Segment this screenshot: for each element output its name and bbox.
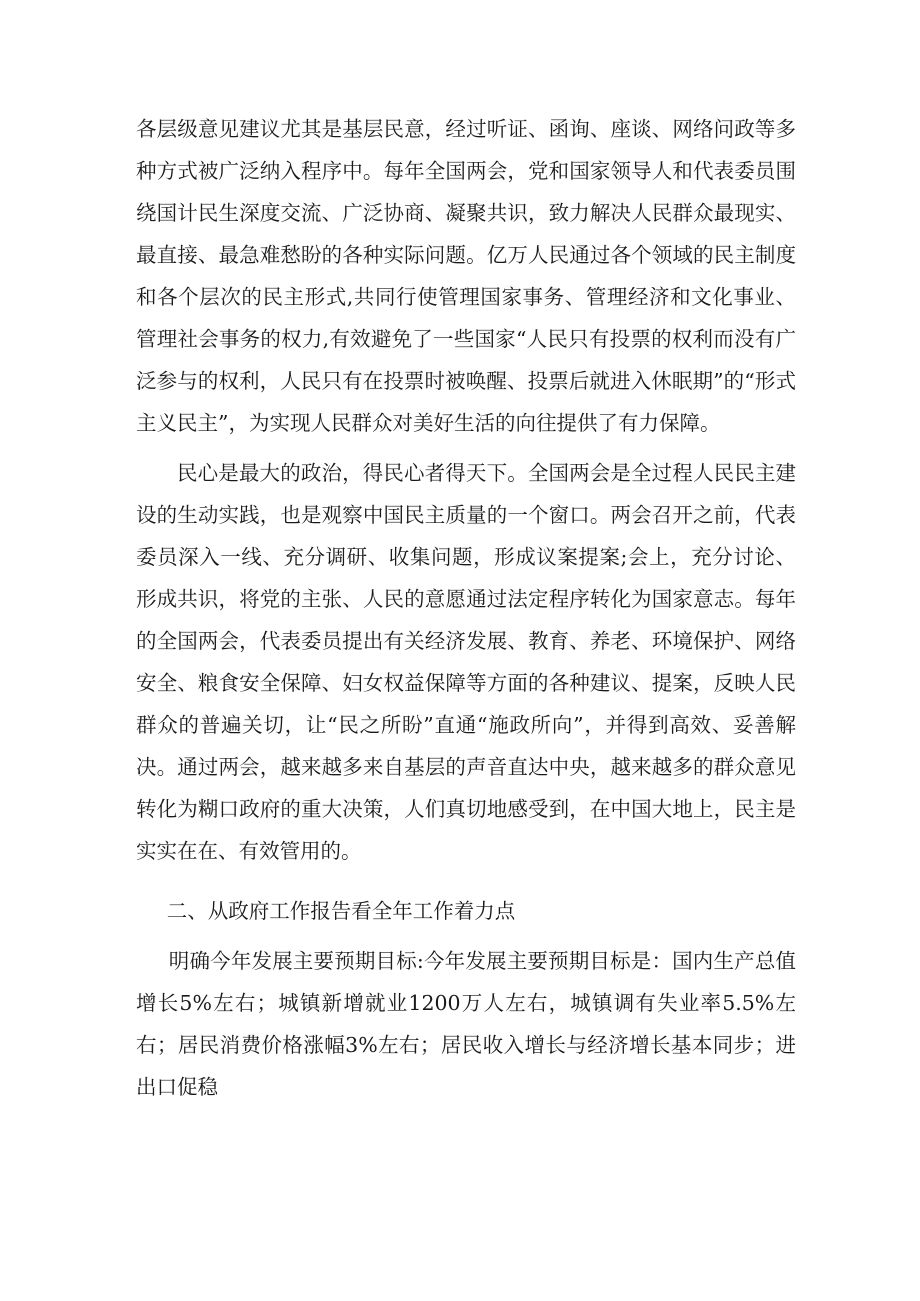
paragraph-1: 各层级意见建议尤其是基层民意，经过听证、函询、座谈、网络问政等多种方式被广泛纳入程序中。每年全国两会，党和国家领导人和代表委员围绕国计民生深度交流、广泛协商、凝聚共识，致力解决人民群众最现实、最直接、最急难愁盼的各种实际问题。亿万人民通过各个领域的民主制度和各个层次的民主形式,共同行使管理国家事务、管理经济和文化事业、管理社会事务的权力,有效避免了一些国家“人民只有投票的权利而没有广泛参与的权利，人民只有在投票时被唤醒、投票后就进入休眠期”的“形式主义民主”，为实现人民群众对美好生活的向往提供了有力保障。 [136,117,796,435]
section-heading: 二、从政府工作报告看全年工作着力点 [166,899,516,923]
paragraph-2: 民心是最大的政治，得民心者得天下。全国两会是全过程人民民主建设的生动实践，也是观察中国民主质量的一个窗口。两会召开之前，代表委员深入一线、充分调研、收集问题，形成议案提案;会上，充分讨论、形成共识，将党的主张、人民的意愿通过法定程序转化为国家意志。每年的全国两会，代表委员提出有关经济发展、教育、养老、环境保护、网络安全、粮食安全保障、妇女权益保障等方面的各种建议、提案，反映人民群众的普遍关切，让“民之所盼”直通“施政所向”，并得到高效、妥善解决。通过两会，越来越多来自基层的声音直达中央，越来越多的群众意见转化为糊口政府的重大决策，人们真切地感受到，在中国大地上，民主是实实在在、有效管用的。 [136,461,796,863]
paragraph-4: 明确今年发展主要预期目标:今年发展主要预期目标是：国内生产总值增长5%左右；城镇新增就业1200万人左右，城镇调有失业率5.5%左右；居民消费价格涨幅3%左右；居民收入增长与经济增长基本同步；进出口促稳 [136,949,796,1099]
document-body [136,108,796,1108]
